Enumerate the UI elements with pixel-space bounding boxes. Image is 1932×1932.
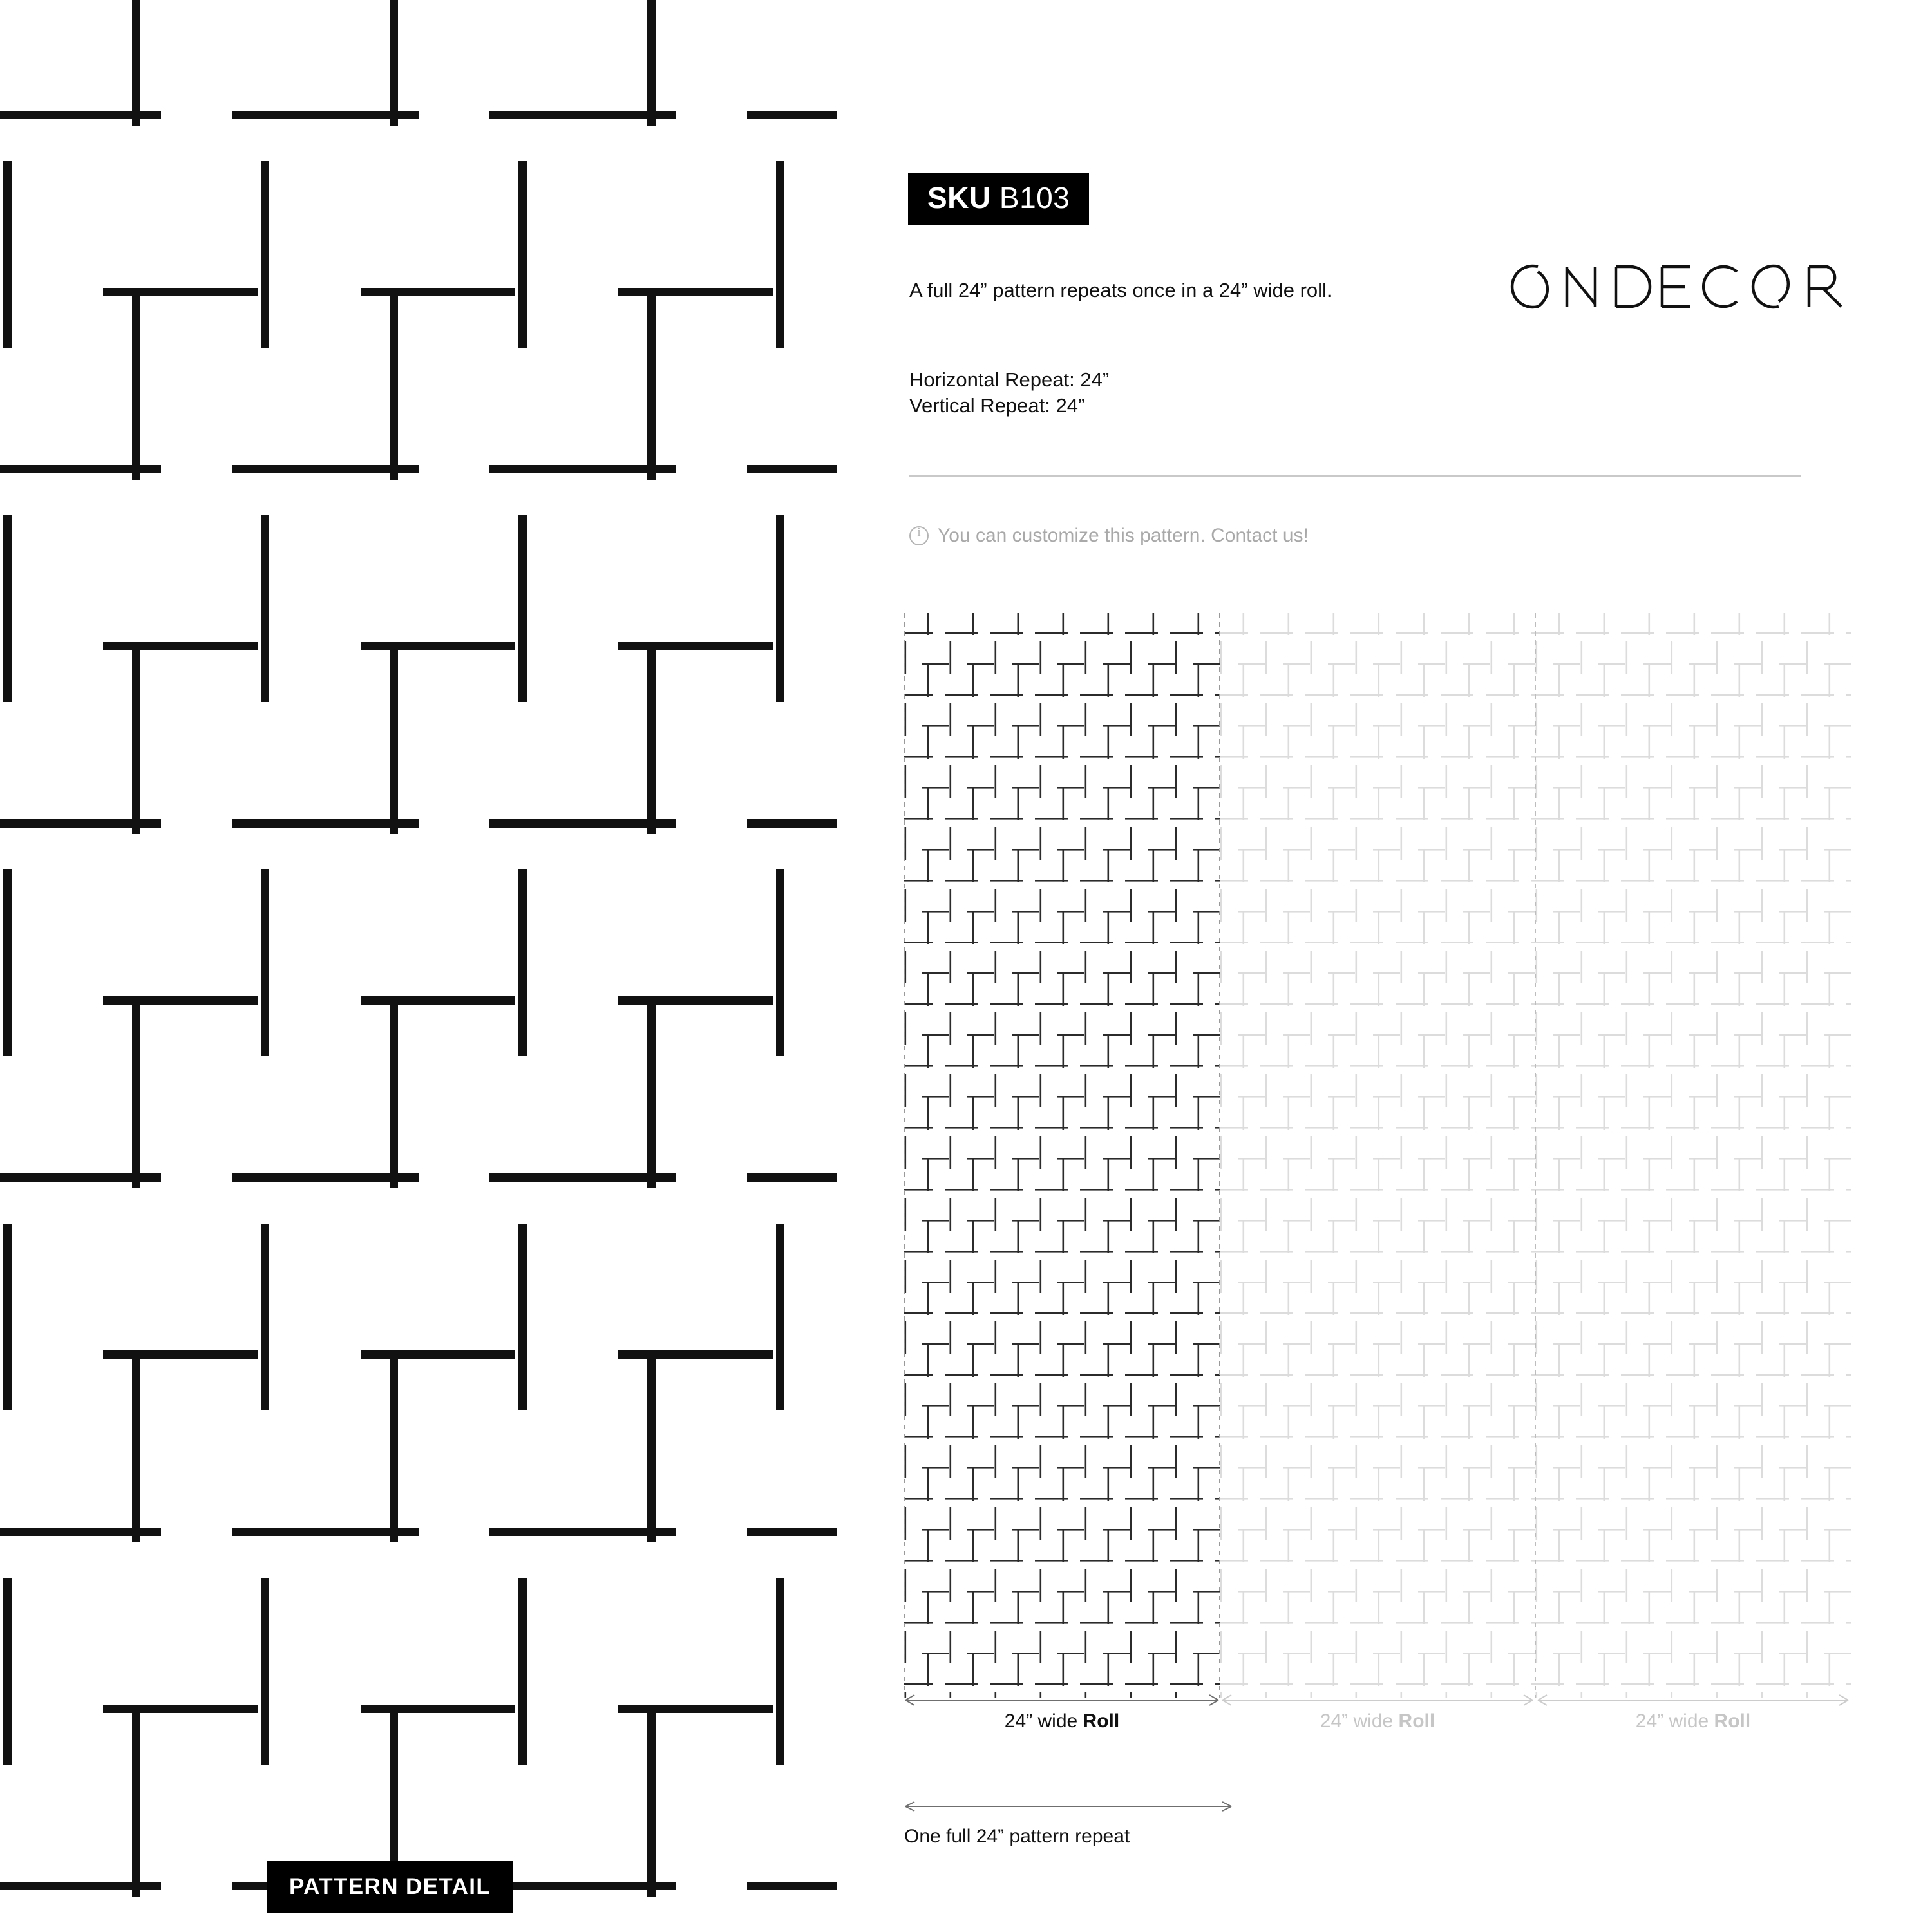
sku-badge bbox=[908, 173, 1089, 225]
pattern-repeat-measure bbox=[904, 1797, 1239, 1816]
roll-caption-bold: Roll bbox=[1398, 1710, 1435, 1732]
roll-caption-prefix: 24” wide bbox=[1320, 1710, 1399, 1732]
pattern-repeat-caption: One full 24” pattern repeat bbox=[904, 1826, 1130, 1847]
pattern-detail-badge: PATTERN DETAIL bbox=[267, 1861, 513, 1913]
pattern-detail-artwork bbox=[0, 0, 837, 1932]
customize-note bbox=[909, 525, 1309, 547]
horizontal-repeat: Horizontal Repeat: 24” bbox=[909, 368, 1110, 391]
info-circle-icon bbox=[909, 526, 929, 545]
customize-note-text: You can customize this pattern. Contact us! bbox=[938, 525, 1309, 546]
roll-caption bbox=[904, 1710, 1220, 1733]
rolls-preview-artwork bbox=[904, 613, 1864, 1698]
roll-caption-prefix: 24” wide bbox=[1635, 1710, 1714, 1732]
roll-caption bbox=[1535, 1710, 1851, 1733]
sku-label: SKU bbox=[927, 181, 991, 214]
vertical-repeat: Vertical Repeat: 24” bbox=[909, 394, 1085, 417]
pattern-detail-panel bbox=[0, 0, 837, 1932]
repeat-description: A full 24” pattern repeats once in a 24” wide roll. bbox=[909, 279, 1332, 301]
sku-value: B103 bbox=[999, 181, 1070, 214]
ondecor-logo bbox=[1497, 258, 1858, 316]
roll-caption bbox=[1220, 1710, 1535, 1733]
divider bbox=[909, 475, 1801, 477]
roll-caption-bold: Roll bbox=[1083, 1710, 1120, 1732]
rolls-preview bbox=[904, 613, 1864, 1698]
roll-caption-bold: Roll bbox=[1714, 1710, 1751, 1732]
roll-width-measure bbox=[904, 1687, 1864, 1713]
roll-caption-prefix: 24” wide bbox=[1004, 1710, 1083, 1732]
